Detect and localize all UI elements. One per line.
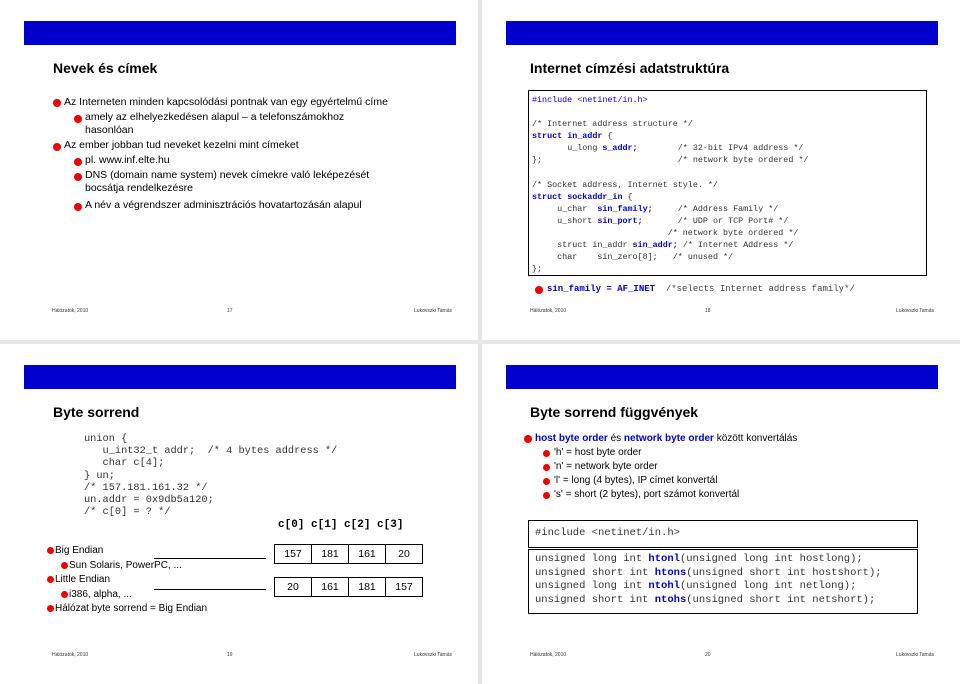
byte-cell: 157	[386, 578, 423, 597]
intro-line: host byte order és network byte order között konvertálás	[535, 433, 798, 444]
bullet-text: Sun Solaris, PowerPC, ...	[69, 560, 182, 571]
footer-page: 19	[227, 652, 233, 658]
byte-cell: 20	[275, 578, 312, 597]
footer-left: Hálózatok, 2010	[530, 652, 567, 658]
byte-cell: 157	[275, 545, 312, 564]
bullet-text: Big Endian	[55, 545, 104, 556]
big-endian-table	[274, 544, 423, 564]
slide-title: Internet címzési adatstruktúra	[530, 60, 730, 76]
bullet-dot	[74, 203, 82, 211]
bullet-text: A név a végrendszer adminisztrációs hovatartozásán alapul	[85, 199, 362, 211]
bullet-dot	[53, 99, 61, 107]
footer	[530, 652, 934, 660]
bullet-text: Little Endian	[55, 574, 111, 585]
footer	[52, 652, 452, 660]
bullet-text: Az Interneten minden kapcsolódási pontnak van egy egyértelmű címe	[64, 96, 388, 108]
bullet-dot	[74, 173, 82, 181]
bullet-dot	[47, 605, 54, 612]
footer-page: 20	[705, 652, 711, 658]
footer-left: Hálózatok, 2010	[52, 308, 89, 314]
title-bar	[506, 21, 938, 45]
column-headers: c[0] c[1] c[2] c[3]	[278, 519, 404, 531]
bullet-dot	[524, 435, 532, 443]
title-bar	[24, 365, 456, 389]
footer-right: Lukovszki Tamás	[414, 652, 452, 658]
bullet-text: 'l' = long (4 bytes), IP címet konvertál	[554, 475, 718, 486]
title-bar	[24, 21, 456, 45]
bullet-dot	[535, 286, 543, 294]
bullet-text: amely az elhelyezkedésen alapul – a telefonszámokhoz hasonlóan	[85, 111, 345, 136]
bullet-dot	[74, 158, 82, 166]
bullet-dot	[47, 576, 54, 583]
footer-right: Lukovszki Tamás	[896, 652, 934, 658]
slide-17	[0, 0, 478, 340]
bullet-text: Hálózat byte sorrend = Big Endian	[55, 603, 208, 614]
slide-title: Nevek és címek	[53, 60, 158, 76]
byte-cell: 181	[312, 545, 349, 564]
footer-left: Hálózatok, 2010	[52, 652, 89, 658]
slide-18	[482, 0, 960, 340]
footer-left: Hálózatok, 2010	[530, 308, 567, 314]
little-endian-table	[274, 577, 423, 597]
functions-code: unsigned long int htonl(unsigned long int hostlong); unsigned short int htons(unsigned short int hostshort); unsigned long int ntohl(unsigned long int netlong); unsigned short int ntohs(unsigned short int netshort);	[535, 553, 882, 606]
bullet-text: pl. www.inf.elte.hu	[85, 154, 170, 166]
footer	[52, 308, 452, 316]
bullet-dot	[543, 450, 550, 457]
slide-20	[482, 344, 960, 684]
bullet-dot	[61, 562, 68, 569]
footer-page: 17	[227, 308, 233, 314]
bullet-text: Az ember jobban tud neveket kezelni mint címeket	[64, 139, 299, 151]
code-block: union { u_int32_t addr; /* 4 bytes address */ char c[4]; } un; /* 157.181.161.32 */ un.addr = 0x9db5a120; /* c[0] = ? */	[84, 433, 338, 519]
slide-title: Byte sorrend függvények	[530, 404, 699, 420]
slide-19	[0, 344, 478, 684]
bullet-dot	[543, 464, 550, 471]
byte-cell: 181	[349, 578, 386, 597]
bullet-dot	[61, 591, 68, 598]
bullet-dot	[74, 115, 82, 123]
bullet-dot	[543, 492, 550, 499]
slide-title: Byte sorrend	[53, 404, 140, 420]
footer-page: 18	[705, 308, 711, 314]
bullet-text: 'h' = host byte order	[554, 447, 642, 458]
arrow-line-little	[154, 589, 266, 590]
byte-cell: 20	[386, 545, 423, 564]
byte-cell: 161	[312, 578, 349, 597]
footer-right: Lukovszki Tamás	[896, 308, 934, 314]
title-bar	[506, 365, 938, 389]
bullet-dot	[47, 547, 54, 554]
sin-family-line: sin_family = AF_INET /*selects Internet address family*/	[547, 284, 855, 294]
footer-right: Lukovszki Tamás	[414, 308, 452, 314]
bullet-text: DNS (domain name system) nevek címekre való leképezését bocsátja rendelkezésre	[85, 169, 370, 194]
footer	[530, 308, 934, 316]
bullet-text: i386, alpha, ...	[69, 589, 132, 600]
byte-cell: 161	[349, 545, 386, 564]
bullet-dot	[543, 478, 550, 485]
code-block: #include <netinet/in.h> /* Internet address structure */ struct in_addr { u_long s_addr; /* 32-bit IPv4 address */ }; /* network byte ordered */ /* Socket address, Internet style. */ struct sockaddr_in { u_char sin_family; /* Address Family */ u_short sin_port; /* UDP or TCP Port# */ /* network byte ordered */ struct in_addr sin_addr; /* Internet Address */ char sin_zero[8]; /* unused */ };	[532, 95, 809, 275]
include-line: #include <netinet/in.h>	[535, 527, 680, 539]
bullet-dot	[53, 143, 61, 151]
bullet-text: 's' = short (2 bytes), port számot konvertál	[554, 489, 740, 500]
bullet-text: 'n' = network byte order	[554, 461, 658, 472]
